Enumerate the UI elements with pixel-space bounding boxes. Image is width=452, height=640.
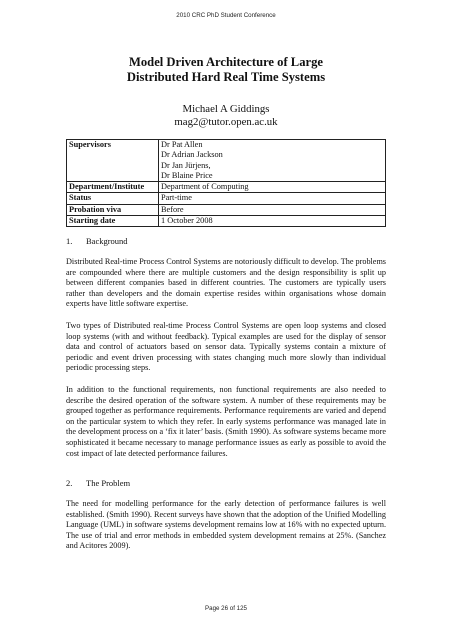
title-line-1: Model Driven Architecture of Large xyxy=(129,55,323,69)
section-heading-background xyxy=(66,236,128,247)
row-status xyxy=(67,193,386,204)
info-table xyxy=(66,139,386,227)
supervisor-3: Dr Jan Jürjens, xyxy=(161,160,211,170)
paragraph-1: Distributed Real-time Process Control Systems are notoriously difficult to develop. The problems are compounded where there are multiple customers and the design responsibility is split up between different companies based in different countries. The customers are typically users rather than developers and the domain expertise resides within organisations whose domain experts have little software expertise. xyxy=(66,257,386,309)
viva-value: Before xyxy=(159,204,386,215)
paragraph-4: The need for modelling performance for the early detection of performance failures is well established. (Smith 1990). Recent surveys have shown that the adoption of the Unified Modelling Language (UML) in software systems development remains low at 16% with no expected upturn. The use of trial and error methods in embedded system development remains at 25%. (Sanchez and Acitores 2009). xyxy=(66,499,386,551)
viva-label: Probation viva xyxy=(67,204,159,215)
supervisors-value xyxy=(159,140,386,182)
section-number: 2. xyxy=(66,478,73,488)
supervisor-2: Dr Adrian Jackson xyxy=(161,150,223,160)
author-email: mag2@tutor.open.ac.uk xyxy=(174,116,278,128)
status-label: Status xyxy=(67,193,159,204)
department-label: Department/Institute xyxy=(67,182,159,193)
supervisor-1: Dr Pat Allen xyxy=(161,140,203,149)
row-supervisors xyxy=(67,140,386,182)
paragraph-3: In addition to the functional requirements, non functional requirements are also needed to describe the desired operation of the software system. A number of these requirements may be grouped together as performance requirements. Performance requirements are varied and depend on the particular system to which they refer. In early systems performance was managed late in the development process on a ‘fix it later’ basis. (Smith 1990). As software systems became more sophisticated it became necessary to manage performance issues as early as possible to avoid the cost impact of late detected performance failures. xyxy=(66,385,386,458)
row-viva xyxy=(67,204,386,215)
department-value: Department of Computing xyxy=(159,182,386,193)
author-name: Michael A Giddings xyxy=(182,103,270,115)
supervisor-4: Dr Blaine Price xyxy=(161,170,213,180)
start-value: 1 October 2008 xyxy=(159,216,386,227)
start-label: Starting date xyxy=(67,216,159,227)
paragraph-2: Two types of Distributed real-time Process Control Systems are open loop systems and closed loop systems (with and without feedback). Typical examples are used for the display of sensor data and control of actuators based on sensor data. Typically systems contain a mixture of periodic and event driven processing with states changing much more slowly than individual periodic processing steps. xyxy=(66,321,386,373)
title-line-2: Distributed Hard Real Time Systems xyxy=(126,70,326,84)
supervisors-label: Supervisors xyxy=(67,140,159,182)
page-footer: Page 26 of 125 xyxy=(205,605,247,612)
section-title: Background xyxy=(86,236,128,246)
row-start xyxy=(67,216,386,227)
row-department xyxy=(67,182,386,193)
running-header: 2010 CRC PhD Student Conference xyxy=(176,12,276,19)
author-block xyxy=(40,103,412,129)
section-number: 1. xyxy=(66,236,73,246)
section-heading-problem xyxy=(66,478,130,489)
paper-title xyxy=(40,55,412,85)
section-title: The Problem xyxy=(86,478,131,488)
status-value: Part-time xyxy=(159,193,386,204)
